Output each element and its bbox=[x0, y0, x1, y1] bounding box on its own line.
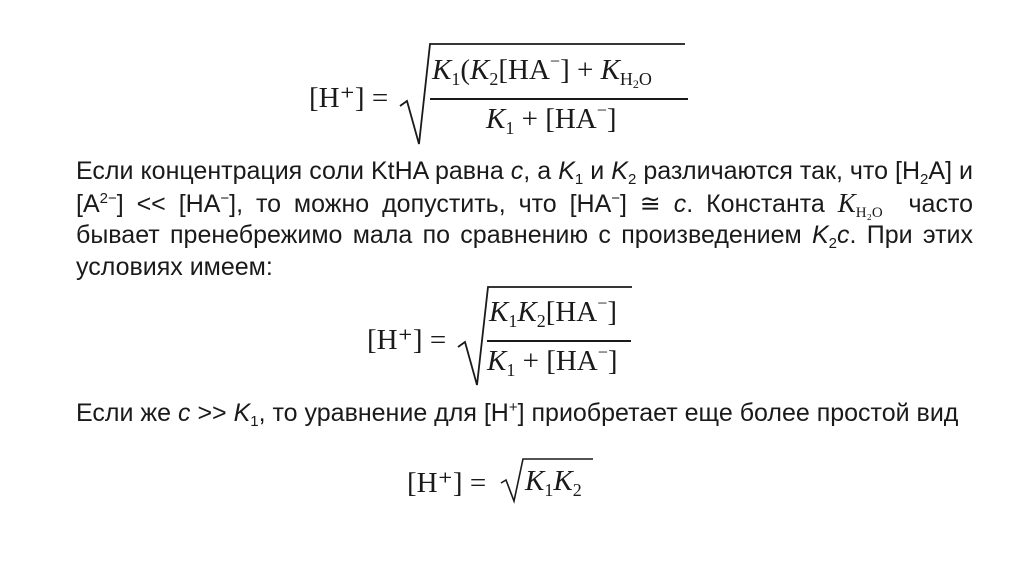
p1-s7: ], то можно допустить, что [HA bbox=[229, 189, 612, 218]
p1-k2c: K bbox=[811, 221, 829, 249]
eq2-numerator: $K_1K_2[HA^-]$ bbox=[489, 293, 618, 331]
eq3-lhs bbox=[407, 465, 486, 500]
p2-h-charge: + bbox=[508, 399, 518, 416]
p2-s4: ] приобретает еще более простой вид bbox=[517, 399, 959, 427]
p1-k2-sub: 2 bbox=[627, 171, 637, 188]
p1-k2: K bbox=[611, 157, 628, 185]
p1-s3: и bbox=[590, 157, 605, 185]
eq2-denominator: $K_1 + [HA^-]$ bbox=[487, 342, 618, 380]
p1-s10: часто бывает пренебрежимо мала по сравнению с произведением bbox=[76, 189, 974, 249]
p1-s1: Если концентрация соли KtHA равна bbox=[76, 157, 504, 185]
p1-s2: , а bbox=[523, 157, 552, 185]
p1-a2-charge: 2− bbox=[99, 189, 117, 207]
eq1-lhs bbox=[309, 80, 388, 115]
p1-s8: ] ≅ bbox=[620, 189, 661, 218]
p1-c-2: c bbox=[673, 189, 687, 218]
eq1-fraction-bar bbox=[430, 98, 688, 100]
p2-s3: , то уравнение для [H bbox=[258, 399, 509, 427]
p1-k2c-c: c bbox=[837, 221, 850, 249]
p2-c: c bbox=[177, 399, 191, 427]
p1-s9: . Константа bbox=[686, 189, 825, 218]
p1-s5: A] и [A bbox=[76, 157, 973, 218]
p1-k2c-sub: 2 bbox=[828, 235, 838, 252]
p2-s2: >> bbox=[197, 399, 227, 427]
paragraph-1 bbox=[76, 156, 973, 283]
p2-k1-sub: 1 bbox=[250, 413, 259, 430]
p1-c: c bbox=[510, 157, 524, 185]
p1-k1-sub: 1 bbox=[574, 171, 584, 188]
p2-s1: Если же bbox=[76, 399, 172, 427]
p1-k1: K bbox=[558, 157, 575, 185]
eq3-radicand: $K_1K_2$ bbox=[525, 465, 582, 500]
p1-s4: различаются так, что [H bbox=[643, 157, 921, 185]
p2-k1: K bbox=[233, 399, 251, 427]
eq2-lhs bbox=[367, 322, 446, 357]
eq2-lhs-text: [H⁺] = bbox=[367, 324, 447, 356]
eq1-numerator: $K_1(K_2[HA^-] + K_{H_2O}$ bbox=[432, 51, 652, 91]
paragraph-2 bbox=[76, 398, 973, 430]
eq3-lhs-text: [H⁺] = bbox=[407, 467, 487, 499]
p1-s11: . При этих условиях имеем: bbox=[76, 221, 973, 281]
p1-h2a-sub: 2 bbox=[920, 171, 929, 188]
p1-kh2o-sub: H₂O bbox=[855, 204, 883, 221]
p1-kh2o: $K_{H_2O}$ bbox=[837, 187, 883, 221]
eq1-lhs-text: [H⁺] = bbox=[309, 82, 389, 114]
eq1-denominator: $K_1 + [HA^-]$ bbox=[486, 100, 617, 138]
eq2-fraction-bar bbox=[487, 340, 631, 342]
p1-ha-charge-2: − bbox=[611, 189, 621, 207]
p1-ha-charge-1: − bbox=[220, 189, 230, 207]
p1-s6: ] << [HA bbox=[116, 189, 221, 218]
